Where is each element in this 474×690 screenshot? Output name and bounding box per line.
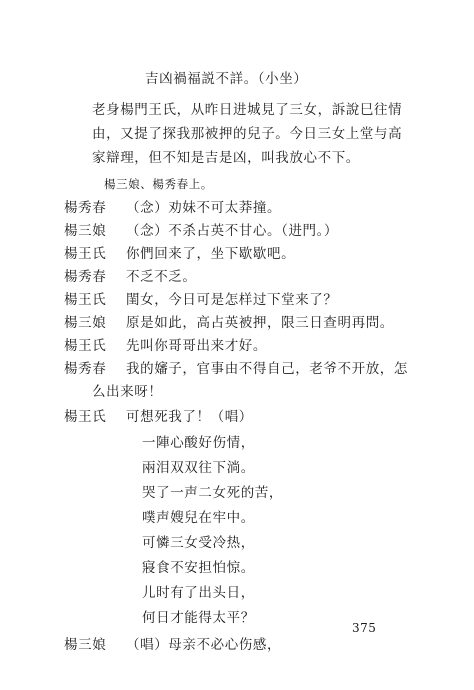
stage-direction: 楊三娘、楊秀春上。 <box>104 177 213 191</box>
verse-line: 一陣心酸好伤情， <box>142 435 255 451</box>
verse-line: 噗声嫂兒在牢中。 <box>142 510 255 526</box>
dialogue-line <box>64 245 295 263</box>
speaker-name: 楊三娘 <box>64 637 107 653</box>
dialogue-line <box>64 268 197 286</box>
speaker-name: 楊王氏 <box>64 409 107 425</box>
speaker-name: 楊王氏 <box>64 246 107 262</box>
speaker-name: 楊秀春 <box>64 361 107 377</box>
dialogue-line <box>64 199 281 217</box>
dialogue-line <box>64 408 253 426</box>
dialogue-text: 先叫你哥哥出来才好。 <box>126 338 267 354</box>
monologue-line: 老身楊門王氏，从昨日进城見了三女，訴說巳往情 <box>92 102 403 118</box>
monologue-line: 家辯理，但不知是吉是凶，叫我放心不下。 <box>92 150 360 166</box>
verse-line: 哭了一声二女死的苦， <box>142 485 283 501</box>
dialogue-text: （唱）母亲不必心伤感， <box>126 637 282 653</box>
dialogue-text: （念）劝妹不可太莽撞。 <box>126 200 282 216</box>
verse-line: 可憐三女受冷热， <box>142 535 255 551</box>
dialogue-text: 閨女，今日可是怎样过下堂来了？ <box>126 292 338 308</box>
dialogue-line <box>64 360 408 378</box>
dialogue-line <box>64 337 267 355</box>
verse-line: 儿时有了出头日， <box>142 585 255 601</box>
dialogue-line <box>64 291 338 309</box>
dialogue-continuation: 么出来呀！ <box>92 384 163 400</box>
dialogue-line <box>64 222 338 240</box>
monologue-line: 由，又提了探我那被押的兒子。今日三女上堂与高 <box>92 126 403 142</box>
dialogue-text: 你們回来了，坐下歇歇吧。 <box>126 246 296 262</box>
verse-line: 兩泪双双往下淌。 <box>142 460 255 476</box>
dialogue-text: 我的嬸子，官事由不得自己，老爷不开放，怎 <box>126 361 408 377</box>
dialogue-line <box>64 314 394 332</box>
scene-header: 吉凶禍福説不詳。（小坐） <box>145 71 308 87</box>
dialogue-text: 可想死我了！（唱） <box>126 409 253 425</box>
verse-line: 寢食不安担怕惊。 <box>142 560 255 576</box>
speaker-name: 楊三娘 <box>64 223 107 239</box>
dialogue-line <box>64 636 281 654</box>
dialogue-text: 不乏不乏。 <box>126 269 197 285</box>
speaker-name: 楊王氏 <box>64 292 107 308</box>
page-number: 375 <box>352 621 377 635</box>
speaker-name: 楊秀春 <box>64 269 107 285</box>
verse-line: 何日才能得太平？ <box>142 610 255 626</box>
dialogue-text: （念）不杀占英不甘心。（进門。） <box>126 223 339 239</box>
speaker-name: 楊秀春 <box>64 200 107 216</box>
dialogue-text: 原是如此，高占英被押，限三日查明再問。 <box>126 315 394 331</box>
speaker-name: 楊王氏 <box>64 338 107 354</box>
speaker-name: 楊三娘 <box>64 315 107 331</box>
